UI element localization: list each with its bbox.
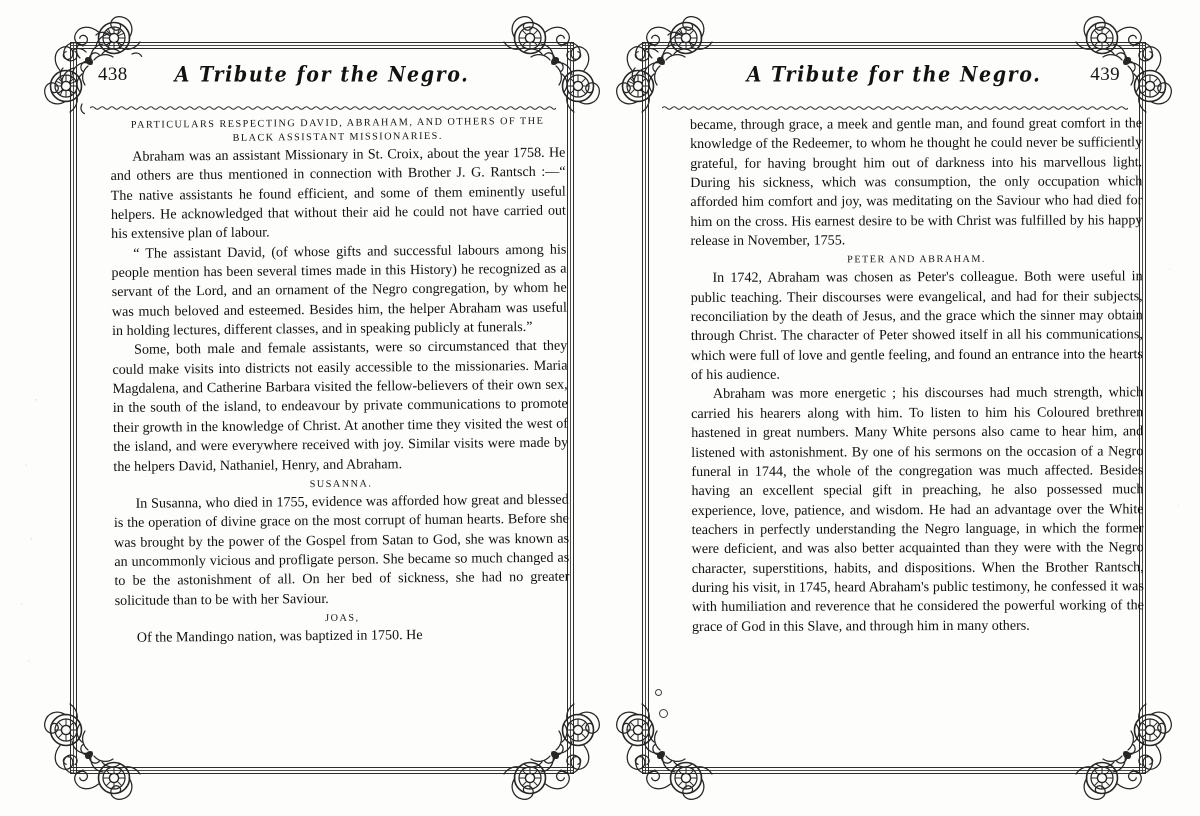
wavy-rule bbox=[662, 104, 1128, 111]
rosette-medallion bbox=[515, 23, 546, 54]
rosette-medallion bbox=[99, 23, 130, 54]
paragraph: In 1742, Abraham was chosen as Peter's colleague. Both were useful in public teaching. Their discourses were evangelical, and had for their subjects, reconciliation by the death of Jesus, and the grace which the sinner may obtain through Christ. The character of Peter showed itself in all his communications, which were full of love and gentle feeling, and found an entrance into the hearts of his audience. bbox=[690, 268, 1143, 384]
section-heading-susanna: SUSANNA. bbox=[309, 478, 373, 490]
rosette-medallion bbox=[623, 71, 654, 102]
frame-rule-left bbox=[70, 42, 77, 774]
floral-scroll-corner-ornament bbox=[1068, 696, 1180, 808]
frame-rule-top bbox=[642, 42, 1146, 49]
frame-rule-top bbox=[70, 42, 574, 49]
page-439 bbox=[612, 0, 1172, 816]
paragraph: “ The assistant David, (of whose gifts and successful labours among his people mention has been several times made in this History) he recognized as a servant of the Lord, and an ornament of the Negro congregation, by whom he was much beloved and esteemed. Besides him, the helper Abraham was useful in holding lectures, different classes, and in speaking publicly at funerals.” bbox=[111, 241, 567, 340]
floral-scroll-corner-ornament bbox=[36, 696, 148, 808]
running-title: A Tribute for the Negro. bbox=[174, 62, 470, 88]
body-text-left bbox=[110, 112, 570, 649]
rosette-medallion bbox=[623, 715, 654, 746]
frame-rule-bottom bbox=[70, 767, 574, 774]
rosette-medallion bbox=[1135, 71, 1166, 102]
paragraph: became, through grace, a meek and gentle man, and found great comfort in the knowledge of the Redeemer, to whom he thought he could never be sufficiently grateful, for having brought him out of darkness into his marvellous light. During his sickness, which was consumption, the only occupation which afforded him comfort and joy, was meditating on the Saviour who had died for him on the cross. His earnest desire to be with Christ was fulfilled by his happy release in November, 1755. bbox=[690, 115, 1143, 250]
paragraph: In Susanna, who died in 1755, evidence was afforded how great and blessed is the operation of divine grace on the most corrupt of human hearts. Before she was brought by the power of the Gospel from Satan to God, she was known as an uncommonly vicious and profligate person. She became so much changed as to be the astonishment of all. On her bed of sickness, she had no greater solicitude than to be with her Saviour. bbox=[113, 491, 570, 609]
section-heading-peter-and-abraham: PETER AND ABRAHAM. bbox=[847, 254, 986, 266]
rosette-medallion bbox=[1135, 715, 1166, 746]
scan-artifact-dot bbox=[655, 689, 662, 696]
rosette-medallion bbox=[1087, 23, 1118, 54]
section-heading-joas: JOAS, bbox=[325, 612, 360, 624]
rosette-medallion bbox=[1087, 763, 1118, 794]
rosette-medallion bbox=[671, 763, 702, 794]
frame-rule-left bbox=[642, 42, 649, 774]
rosette-medallion bbox=[51, 715, 82, 746]
paragraph: Some, both male and female assistants, were so circumstanced that they could make visits into districts not easily accessible to the missionaries. Maria Magdalena, and Catherine Barbara visited the fellow-believers of their own sex, in the south of the island, to endeavour by private communications to promote their growth in the knowledge of Christ. At another time they visited the west of the island, and were everywhere received with joy. Similar visits were made by the helpers David, Nathaniel, Henry, and Abraham. bbox=[112, 338, 569, 475]
rosette-medallion bbox=[671, 23, 702, 54]
rosette-medallion bbox=[99, 763, 130, 794]
floral-scroll-corner-ornament bbox=[496, 696, 608, 808]
page-number: 439 bbox=[1090, 64, 1120, 85]
frame-rule-right bbox=[567, 42, 574, 774]
running-head-right bbox=[660, 62, 1128, 96]
rosette-medallion bbox=[563, 715, 594, 746]
running-title: A Tribute for the Negro. bbox=[746, 62, 1042, 88]
paragraph: Of the Mandingo nation, was baptized in 1750. He bbox=[136, 626, 423, 646]
rosette-medallion bbox=[563, 71, 594, 102]
body-text-right bbox=[690, 114, 1144, 637]
page-number: 438 bbox=[98, 64, 128, 85]
rosette-medallion bbox=[515, 763, 546, 794]
rosette-medallion bbox=[51, 71, 82, 102]
section-heading-particulars: PARTICULARS RESPECTING DAVID, ABRAHAM, AND OTHERS OF THE BLACK ASSISTANT MISSIONARIES. bbox=[130, 115, 545, 144]
paragraph: Abraham was more energetic ; his discourses had much strength, which carried his hearers along with him. To listen to him his Coloured brethren hastened in great numbers. Many White persons also came to hear him, and listened with astonishment. By one of his sermons on the occasion of a Negro funeral in 1744, the whole of the congregation was much affected. Besides having an excellent special gift in preaching, he also possessed much experience, love, patience, and wisdom. He had an advantage over the White teachers in perfectly understanding the Negro language, in which the former were deficient, and was also better acquainted than they were with the Negro character, superstitions, habits, and dispositions. When the Brother Rantsch, during his visit, in 1745, heard Abraham's public testimony, he confessed it was with humiliation and reverence that he considered the powerful working of the grace of God in this Slave, and through him in many others. bbox=[691, 384, 1144, 635]
running-head-left bbox=[88, 62, 556, 96]
scan-artifact-dot bbox=[659, 709, 668, 718]
paragraph: Abraham was an assistant Missionary in St. Croix, about the year 1758. He and others are thus mentioned in connection with Brother J. G. Rantsch :—“ The native assistants he found efficient, and some of them eminently useful helpers. He acknowledged that without their aid he could not have carried out his extensive plan of labour. bbox=[110, 144, 567, 243]
frame-rule-bottom bbox=[642, 767, 1146, 774]
page-438 bbox=[40, 0, 600, 816]
wavy-rule bbox=[90, 104, 556, 111]
